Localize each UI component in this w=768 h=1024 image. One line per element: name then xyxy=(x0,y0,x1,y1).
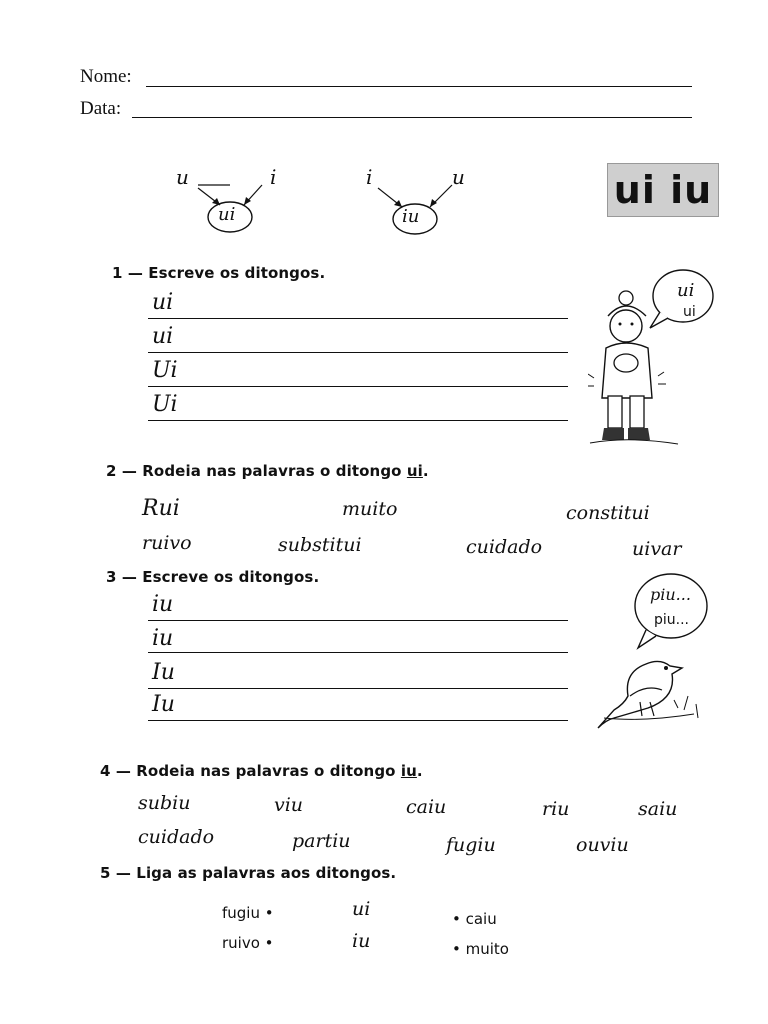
diagram2-right: u xyxy=(452,165,465,189)
diagram1-right: i xyxy=(270,165,277,189)
word-constitui[interactable]: constitui xyxy=(566,502,650,524)
date-label: Data: xyxy=(80,98,122,119)
diagram2-left: i xyxy=(366,165,373,189)
bubble2-script: piu... xyxy=(650,585,691,604)
section3-line1[interactable] xyxy=(148,620,568,621)
speech-bubble xyxy=(635,574,707,638)
match-right-caiu[interactable]: • caiu xyxy=(452,910,497,928)
match-left-ruivo[interactable]: ruivo • xyxy=(222,934,274,952)
diagram1-result: ui xyxy=(218,204,236,225)
word-substitui[interactable]: substitui xyxy=(278,534,362,556)
section3-line1-text: iu xyxy=(152,592,174,617)
diagram1-left: u xyxy=(176,165,189,189)
section3-line3-text: Iu xyxy=(152,660,175,685)
match-left-fugiu[interactable]: fugiu • xyxy=(222,904,274,922)
word-viu[interactable]: viu xyxy=(274,794,304,816)
word-ruivo[interactable]: ruivo xyxy=(142,532,192,554)
match-middle-ui[interactable]: ui xyxy=(352,898,371,920)
bubble2-print: piu... xyxy=(654,612,689,628)
section3-line2-text: iu xyxy=(152,626,174,651)
match-middle-iu[interactable]: iu xyxy=(352,930,371,952)
section1-line1-text: ui xyxy=(152,290,174,315)
bubble1-print: ui xyxy=(683,304,696,320)
word-saiu[interactable]: saiu xyxy=(638,798,678,820)
match-right-muito[interactable]: • muito xyxy=(452,940,509,958)
section4-title-emph: iu xyxy=(400,762,417,780)
name-label: Nome: xyxy=(80,66,132,87)
word-ouviu[interactable]: ouviu xyxy=(576,834,629,856)
section2-title-prefix: 2 — Rodeia nas palavras o ditongo xyxy=(106,462,407,480)
section2-title-emph: ui xyxy=(406,462,423,480)
section1-line2-text: ui xyxy=(152,324,174,349)
diphthong-banner: ui iu xyxy=(607,163,719,217)
section4-title xyxy=(100,762,423,780)
diagram2-result: iu xyxy=(402,206,420,227)
word-partiu[interactable]: partiu xyxy=(292,830,351,852)
section3-title: 3 — Escreve os ditongos. xyxy=(106,568,320,586)
section1-line4-text: Ui xyxy=(152,392,178,417)
section3-line2[interactable] xyxy=(148,652,568,653)
section1-line3-text: Ui xyxy=(152,358,178,383)
word-riu[interactable]: riu xyxy=(542,798,570,820)
section1-title: 1 — Escreve os ditongos. xyxy=(112,264,326,282)
bubble1-script: ui xyxy=(677,280,695,301)
section1-line4[interactable] xyxy=(148,420,568,421)
section4-title-suffix: . xyxy=(416,762,423,780)
word-cuidado-2[interactable]: cuidado xyxy=(138,826,215,848)
word-caiu[interactable]: caiu xyxy=(406,796,447,818)
section4-title-prefix: 4 — Rodeia nas palavras o ditongo xyxy=(100,762,401,780)
word-rui[interactable]: Rui xyxy=(142,496,180,521)
word-cuidado[interactable]: cuidado xyxy=(466,536,543,558)
section3-line4-text: Iu xyxy=(152,692,175,717)
word-muito[interactable]: muito xyxy=(342,498,398,520)
bird-illustration xyxy=(584,568,714,748)
name-line[interactable] xyxy=(146,86,692,87)
section2-title-suffix: . xyxy=(422,462,429,480)
section1-line2[interactable] xyxy=(148,352,568,353)
date-line[interactable] xyxy=(132,117,692,118)
section3-line3[interactable] xyxy=(148,688,568,689)
section3-line4[interactable] xyxy=(148,720,568,721)
section1-line3[interactable] xyxy=(148,386,568,387)
cold-child-illustration xyxy=(588,268,718,453)
word-fugiu[interactable]: fugiu xyxy=(446,834,496,856)
section2-title xyxy=(106,462,429,480)
section1-line1[interactable] xyxy=(148,318,568,319)
section5-title: 5 — Liga as palavras aos ditongos. xyxy=(100,864,397,882)
word-subiu[interactable]: subiu xyxy=(138,792,191,814)
word-uivar[interactable]: uivar xyxy=(632,538,682,560)
